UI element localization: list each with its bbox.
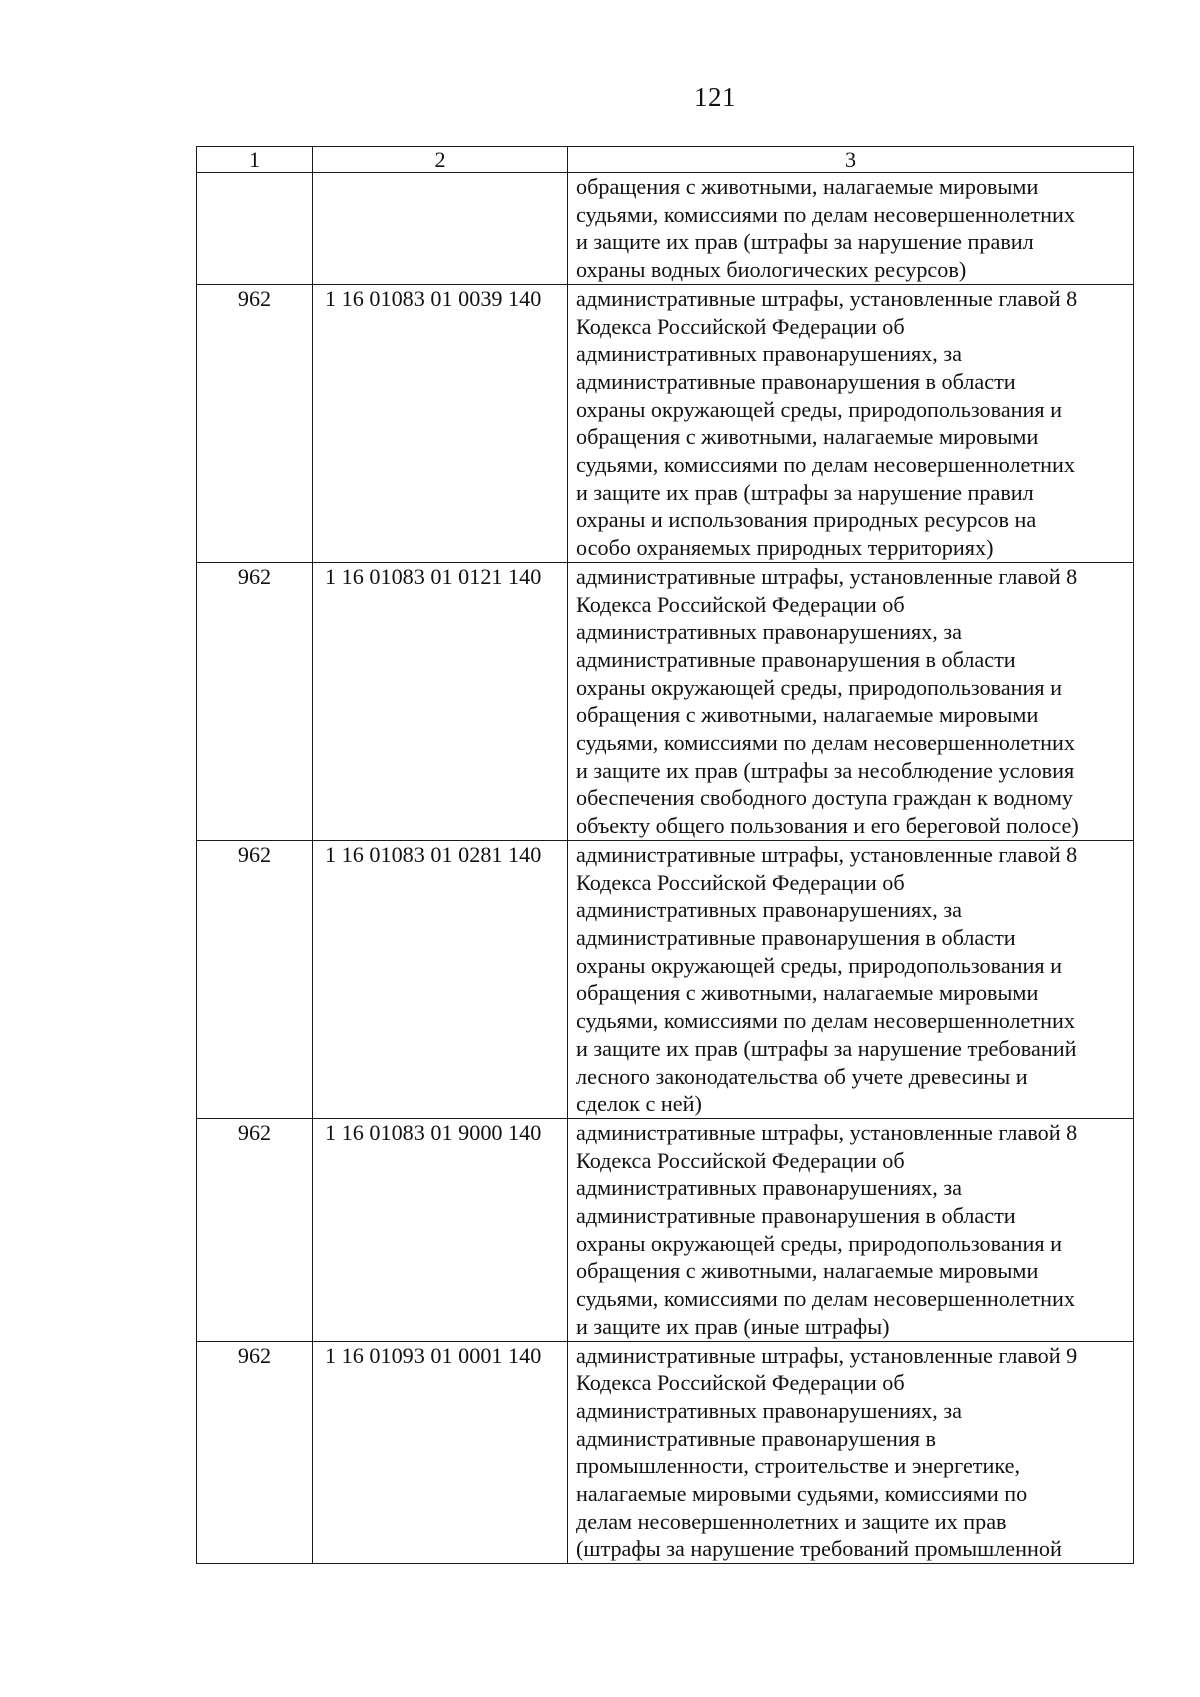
description-line: Кодекса Российской Федерации об bbox=[576, 313, 905, 339]
description-line: административных правонарушениях, за bbox=[576, 1397, 962, 1423]
description-line: делам несовершеннолетних и защите их прав bbox=[576, 1508, 1007, 1534]
description-line: Кодекса Российской Федерации об bbox=[576, 869, 905, 895]
description-line: лесного законодательства об учете древесины и bbox=[576, 1063, 1028, 1089]
budget-classification-code-cell: 1 16 01093 01 0001 140 bbox=[313, 1341, 568, 1564]
description-line: охраны окружающей среды, природопользования и bbox=[576, 1230, 1063, 1256]
description-line: административных правонарушениях, за bbox=[576, 897, 962, 923]
table-body bbox=[197, 173, 1134, 1564]
administrator-code-cell: 962 bbox=[197, 1118, 313, 1341]
table-header bbox=[197, 147, 1134, 173]
table-row bbox=[197, 284, 1134, 562]
administrator-code-cell: 962 bbox=[197, 1341, 313, 1564]
description-line: и защите их прав (иные штрафы) bbox=[576, 1313, 890, 1339]
administrator-code-cell bbox=[197, 173, 313, 285]
description-line: административные штрафы, установленные главой 9 bbox=[576, 1342, 1078, 1368]
description-line: охраны водных биологических ресурсов) bbox=[576, 257, 967, 283]
description-line: административные правонарушения в области bbox=[576, 368, 1016, 394]
budget-classification-code-cell: 1 16 01083 01 0039 140 bbox=[313, 284, 568, 562]
description-line: административные штрафы, установленные главой 8 bbox=[576, 563, 1078, 589]
description-line: административные правонарушения в области bbox=[576, 1203, 1016, 1229]
description-line: обеспечения свободного доступа граждан к водному bbox=[576, 785, 1074, 811]
column-header-2: 2 bbox=[313, 147, 568, 173]
page-number: 121 bbox=[694, 82, 736, 112]
description-line: промышленности, строительстве и энергетике, bbox=[576, 1453, 1020, 1479]
description-line: судьями, комиссиями по делам несовершеннолетних bbox=[576, 1286, 1075, 1312]
description-line: охраны окружающей среды, природопользования и bbox=[576, 674, 1063, 700]
description-line: судьями, комиссиями по делам несовершеннолетних bbox=[576, 201, 1075, 227]
description-line: Кодекса Российской Федерации об bbox=[576, 591, 905, 617]
description-line: судьями, комиссиями по делам несовершеннолетних bbox=[576, 1008, 1075, 1034]
description-line: административные правонарушения в bbox=[576, 1425, 936, 1451]
description-line: административные штрафы, установленные главой 8 bbox=[576, 841, 1078, 867]
table-row bbox=[197, 1118, 1134, 1341]
budget-classification-code-cell: 1 16 01083 01 9000 140 bbox=[313, 1118, 568, 1341]
description-line: административные правонарушения в области bbox=[576, 646, 1016, 672]
description-line: обращения с животными, налагаемые мировыми bbox=[576, 1258, 1039, 1284]
table-row bbox=[197, 1341, 1134, 1564]
description-cell bbox=[568, 284, 1134, 562]
description-line: административные правонарушения в области bbox=[576, 924, 1016, 950]
description-line: административные штрафы, установленные главой 8 bbox=[576, 285, 1078, 311]
description-line: налагаемые мировыми судьями, комиссиями по bbox=[576, 1481, 1028, 1507]
administrator-code-cell: 962 bbox=[197, 562, 313, 840]
description-cell bbox=[568, 840, 1134, 1118]
description-line: и защите их прав (штрафы за нарушение правил bbox=[576, 229, 1034, 255]
header-row bbox=[197, 147, 1134, 173]
description-line: административных правонарушениях, за bbox=[576, 341, 962, 367]
description-line: судьями, комиссиями по делам несовершеннолетних bbox=[576, 730, 1075, 756]
description-line: Кодекса Российской Федерации об bbox=[576, 1147, 905, 1173]
description-line: и защите их прав (штрафы за нарушение требований bbox=[576, 1035, 1077, 1061]
budget-classification-code-cell: 1 16 01083 01 0281 140 bbox=[313, 840, 568, 1118]
table-row bbox=[197, 562, 1134, 840]
description-line: административные штрафы, установленные главой 8 bbox=[576, 1119, 1078, 1145]
column-header-1: 1 bbox=[197, 147, 313, 173]
description-line: охраны окружающей среды, природопользования и bbox=[576, 952, 1063, 978]
description-cell bbox=[568, 562, 1134, 840]
description-line: административных правонарушениях, за bbox=[576, 619, 962, 645]
description-line: обращения с животными, налагаемые мировыми bbox=[576, 174, 1039, 199]
budget-classification-code-cell: 1 16 01083 01 0121 140 bbox=[313, 562, 568, 840]
administrator-code-cell: 962 bbox=[197, 284, 313, 562]
description-line: Кодекса Российской Федерации об bbox=[576, 1370, 905, 1396]
description-line: сделок с ней) bbox=[576, 1091, 702, 1117]
budget-classification-code-cell bbox=[313, 173, 568, 285]
table-row bbox=[197, 840, 1134, 1118]
description-line: объекту общего пользования и его береговой полосе) bbox=[576, 813, 1079, 839]
table-row bbox=[197, 173, 1134, 285]
description-line: и защите их прав (штрафы за нарушение правил bbox=[576, 479, 1034, 505]
description-cell bbox=[568, 1341, 1134, 1564]
description-line: обращения с животными, налагаемые мировыми bbox=[576, 980, 1039, 1006]
description-line: обращения с животными, налагаемые мировыми bbox=[576, 424, 1039, 450]
description-line: охраны окружающей среды, природопользования и bbox=[576, 396, 1063, 422]
description-line: и защите их прав (штрафы за несоблюдение условия bbox=[576, 757, 1075, 783]
description-line: (штрафы за нарушение требований промышленной bbox=[576, 1536, 1062, 1562]
administrator-code-cell: 962 bbox=[197, 840, 313, 1118]
description-cell bbox=[568, 1118, 1134, 1341]
description-line: административных правонарушениях, за bbox=[576, 1175, 962, 1201]
description-line: судьями, комиссиями по делам несовершеннолетних bbox=[576, 452, 1075, 478]
column-header-3: 3 bbox=[568, 147, 1134, 173]
description-cell bbox=[568, 173, 1134, 285]
description-line: особо охраняемых природных территориях) bbox=[576, 535, 994, 561]
description-line: обращения с животными, налагаемые мировыми bbox=[576, 702, 1039, 728]
description-line: охраны и использования природных ресурсов на bbox=[576, 507, 1037, 533]
budget-codes-table bbox=[196, 146, 1134, 1564]
